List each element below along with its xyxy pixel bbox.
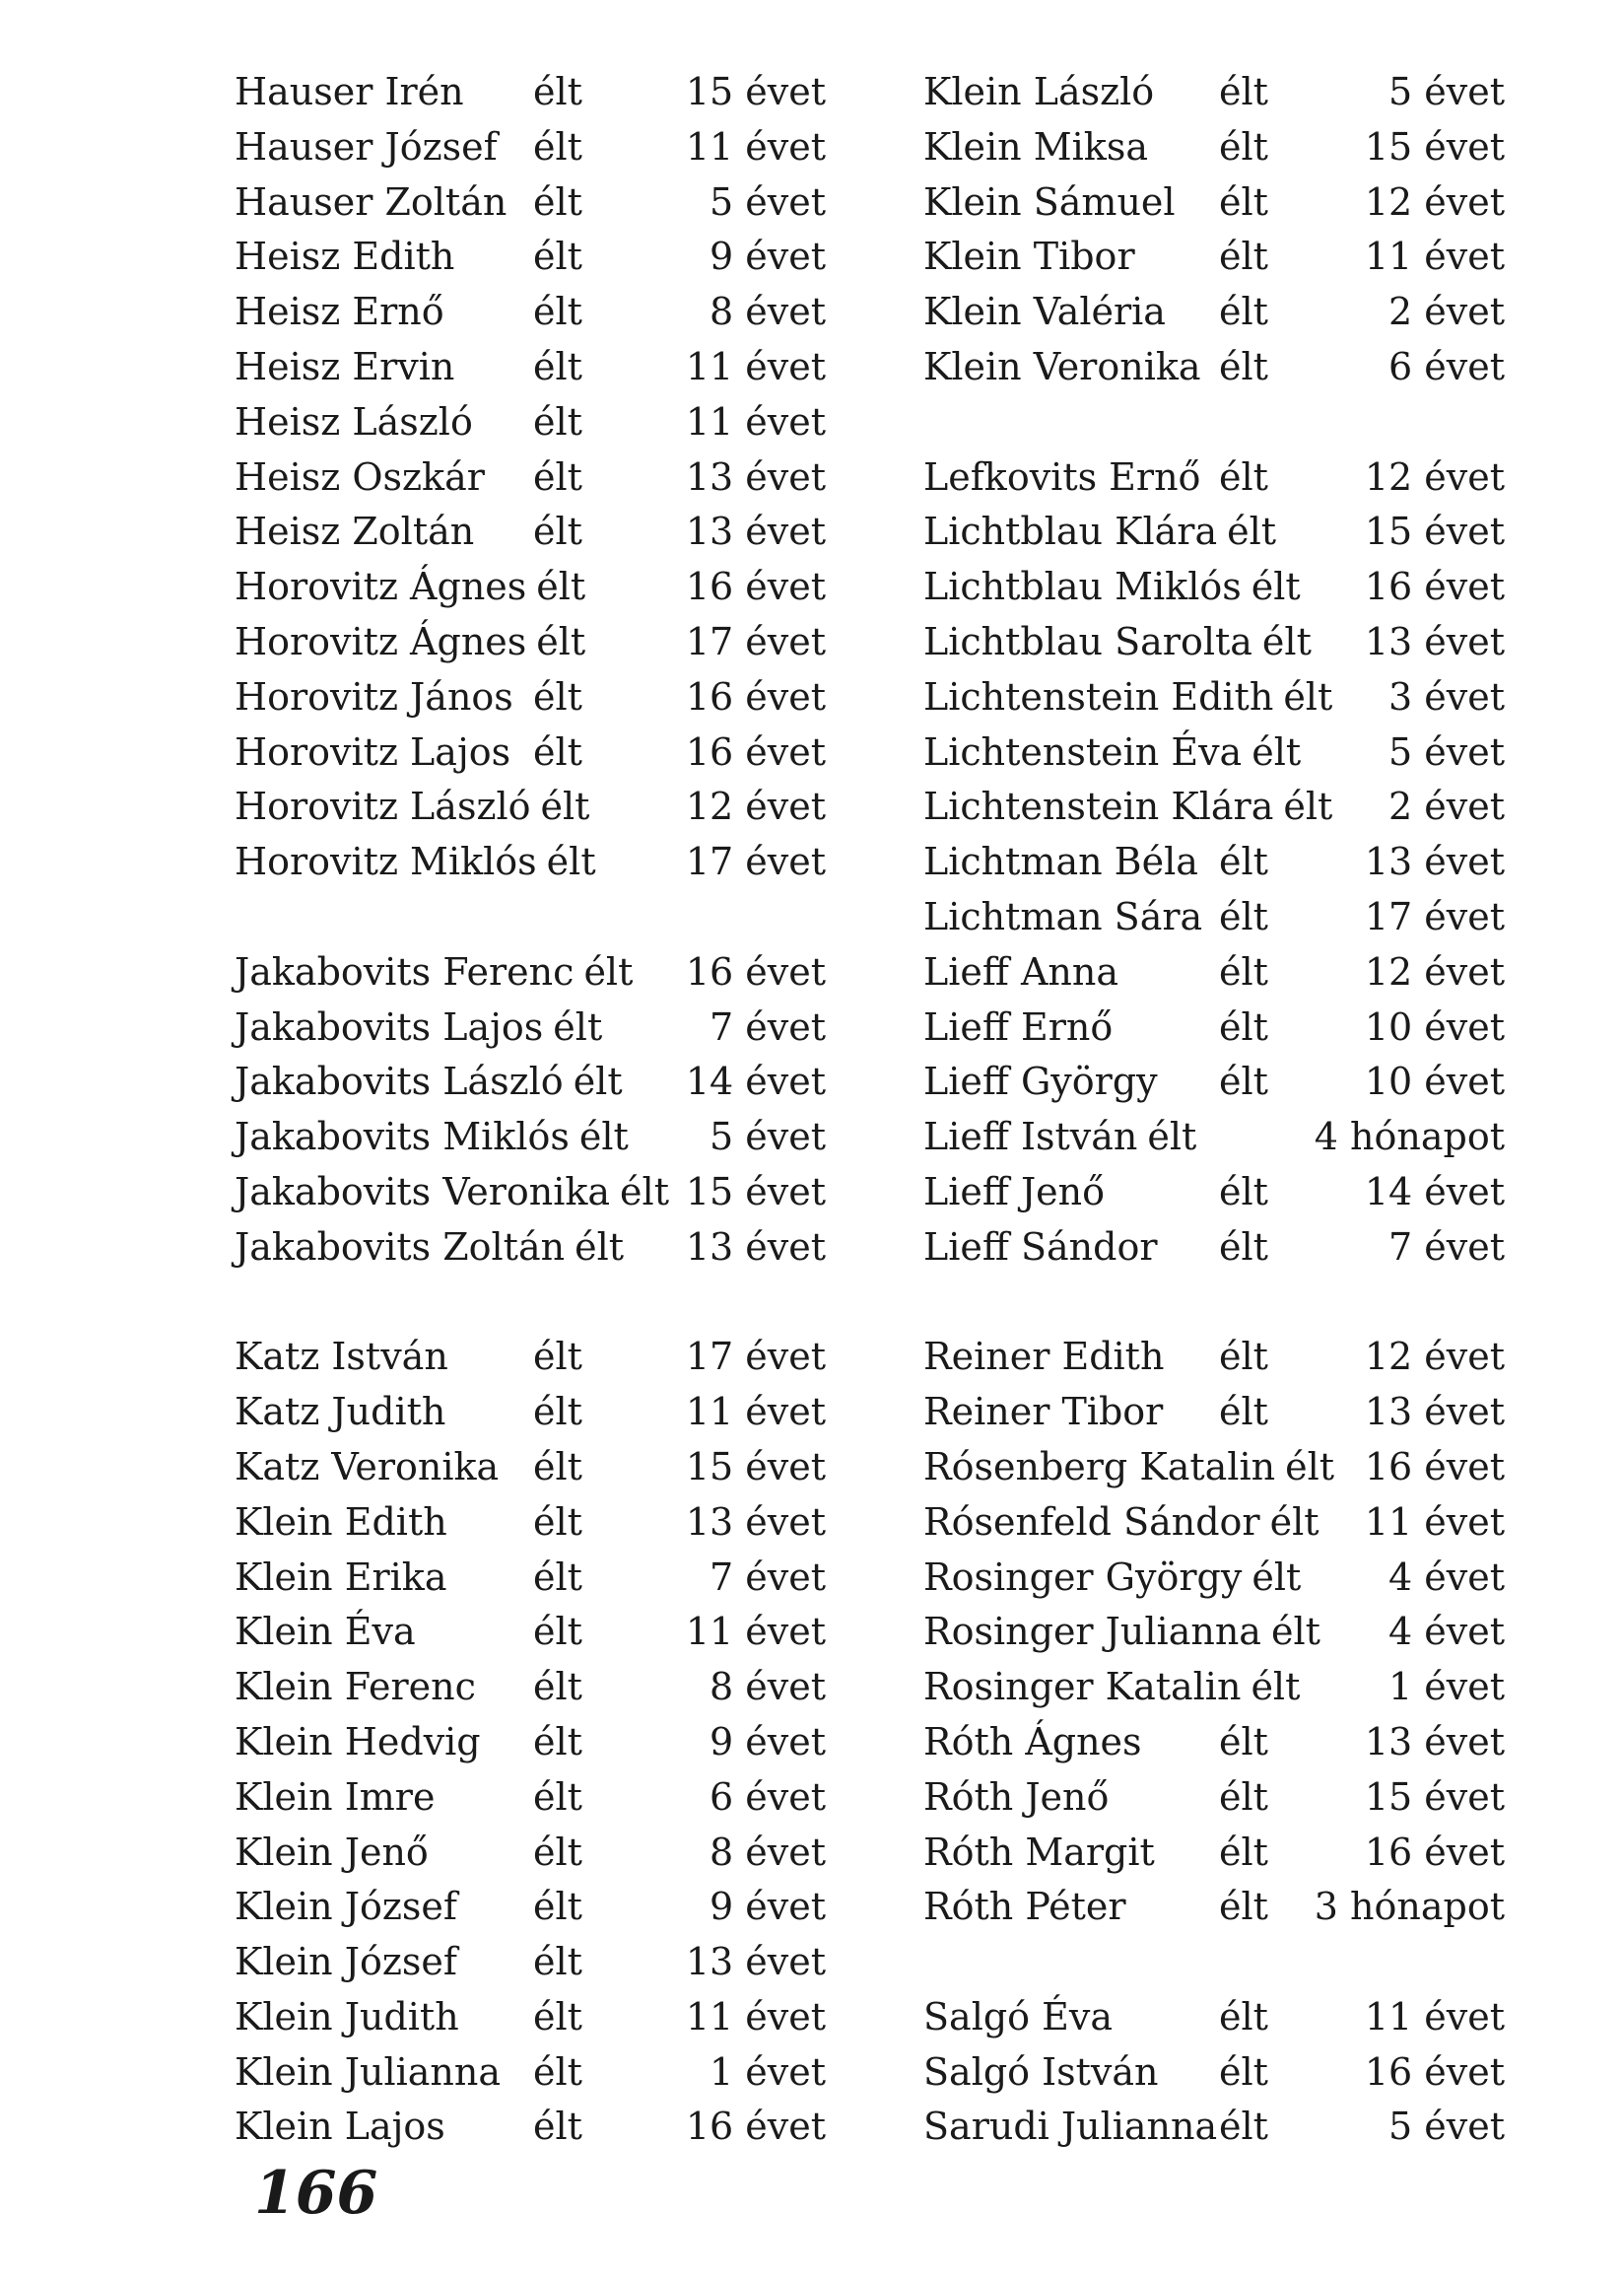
person-name: Horovitz László élt	[235, 785, 590, 829]
person-name: Lefkovits Ernő	[923, 454, 1201, 499]
list-item	[923, 1715, 1505, 1770]
person-name: Klein József	[235, 1940, 457, 1984]
list-item	[923, 1605, 1505, 1660]
age-duration: 11 évet	[1364, 1994, 1505, 2038]
age-duration: 17 évet	[1364, 894, 1505, 938]
lived-verb: élt	[575, 1224, 625, 1269]
age-duration: 3 hónapot	[1314, 1885, 1505, 1929]
person-name: Heisz László	[235, 399, 473, 444]
person-name: Jakabovits Zoltán élt	[235, 1224, 625, 1269]
person-name: Reiner Edith	[923, 1335, 1165, 1379]
age-duration: 4 évet	[1388, 1555, 1505, 1599]
age-duration: 16 évet	[685, 729, 826, 774]
list-item	[235, 230, 826, 285]
lived-verb: élt	[1219, 1830, 1268, 1874]
person-name: Rosinger Julianna élt	[923, 1610, 1320, 1654]
list-item	[923, 175, 1505, 231]
person-name: Róth Péter	[923, 1885, 1126, 1929]
age-duration: 11 évet	[685, 124, 826, 169]
age-duration: 5 évet	[710, 179, 826, 224]
person-name: Róth Jenő	[923, 1774, 1110, 1819]
age-duration: 1 évet	[1388, 1665, 1505, 1709]
person-name: Rosinger György élt	[923, 1555, 1302, 1599]
lived-verb: élt	[578, 1115, 629, 1159]
lived-verb: élt	[553, 1004, 603, 1049]
lived-verb: élt	[1219, 1390, 1268, 1434]
page-number: 166	[254, 2159, 378, 2228]
age-duration: 16 évet	[1364, 1444, 1505, 1488]
lived-verb: élt	[533, 454, 582, 499]
lived-verb: élt	[620, 1169, 669, 1213]
person-name: Horovitz Lajos	[235, 729, 511, 774]
person-name: Hauser József	[235, 124, 498, 169]
person-name: Rósenfeld Sándor élt	[923, 1499, 1320, 1544]
list-item	[923, 1001, 1505, 1056]
lived-verb: élt	[533, 1885, 582, 1929]
lived-verb: élt	[1219, 1004, 1268, 1049]
age-duration: 2 évet	[1388, 785, 1505, 829]
age-duration: 16 évet	[1364, 2049, 1505, 2094]
list-item	[235, 1770, 826, 1826]
age-duration: 5 évet	[1388, 729, 1505, 774]
list-item	[235, 395, 826, 450]
list-item	[235, 175, 826, 231]
age-duration: 15 évet	[685, 1169, 826, 1213]
list-item	[923, 120, 1505, 175]
person-name: Klein Hedvig	[235, 1719, 481, 1763]
age-duration: 17 évet	[685, 619, 826, 663]
age-duration: 13 évet	[1364, 619, 1505, 663]
list-item	[923, 1660, 1505, 1715]
person-name: Lichtblau Miklós élt	[923, 565, 1301, 609]
lived-verb: élt	[1219, 1224, 1268, 1269]
person-name: Katz István	[235, 1335, 448, 1379]
age-duration: 11 évet	[685, 399, 826, 444]
lived-verb: élt	[536, 619, 586, 663]
age-duration: 15 évet	[685, 1444, 826, 1488]
list-item	[235, 1110, 826, 1165]
person-name: Róth Ágnes	[923, 1719, 1142, 1763]
list-item	[923, 1990, 1505, 2045]
lived-verb: élt	[1219, 1335, 1268, 1379]
age-duration: 7 évet	[710, 1555, 826, 1599]
age-duration: 10 évet	[1364, 1060, 1505, 1104]
list-item	[923, 230, 1505, 285]
age-duration: 2 évet	[1388, 290, 1505, 334]
list-item	[235, 1001, 826, 1056]
lived-verb: élt	[533, 1665, 582, 1709]
list-item	[235, 505, 826, 560]
list-item	[923, 1551, 1505, 1606]
list-item	[235, 450, 826, 506]
list-item	[923, 1770, 1505, 1826]
person-name: Horovitz Ágnes élt	[235, 619, 586, 663]
list-item	[923, 1110, 1505, 1165]
list-item	[923, 1220, 1505, 1276]
list-item	[923, 340, 1505, 395]
list-item	[923, 285, 1505, 340]
person-name: Salgó István	[923, 2049, 1159, 2094]
age-duration: 8 évet	[710, 1665, 826, 1709]
lived-verb: élt	[1219, 840, 1268, 884]
age-duration: 12 évet	[1364, 179, 1505, 224]
age-duration: 13 évet	[685, 510, 826, 554]
person-name: Lieff István élt	[923, 1115, 1197, 1159]
age-duration: 9 évet	[710, 235, 826, 279]
list-item	[235, 560, 826, 615]
age-duration: 9 évet	[710, 1885, 826, 1929]
list-item	[923, 1440, 1505, 1495]
lived-verb: élt	[1219, 1885, 1268, 1929]
list-item	[235, 1715, 826, 1770]
age-duration: 14 évet	[685, 1060, 826, 1104]
list-item	[923, 1330, 1505, 1385]
list-item	[235, 65, 826, 120]
person-name: Salgó Éva	[923, 1994, 1113, 2038]
lived-verb: élt	[1219, 1060, 1268, 1104]
list-item	[923, 1385, 1505, 1440]
age-duration: 16 évet	[1364, 1830, 1505, 1874]
age-duration: 12 évet	[1364, 454, 1505, 499]
lived-verb: élt	[1251, 1665, 1301, 1709]
lived-verb: élt	[1283, 785, 1333, 829]
list-item	[923, 670, 1505, 725]
person-name: Klein Imre	[235, 1774, 436, 1819]
person-name: Róth Margit	[923, 1830, 1155, 1874]
age-duration: 13 évet	[1364, 1390, 1505, 1434]
age-duration: 16 évet	[685, 2105, 826, 2149]
list-item	[923, 65, 1505, 120]
right-name-column	[923, 65, 1505, 2155]
age-duration: 5 évet	[1388, 70, 1505, 113]
lived-verb: élt	[1219, 1994, 1268, 2038]
list-item	[235, 285, 826, 340]
person-name: Heisz Ervin	[235, 344, 455, 388]
list-item	[235, 1385, 826, 1440]
lived-verb: élt	[533, 1444, 582, 1488]
list-item	[923, 890, 1505, 945]
person-name: Hauser Zoltán	[235, 179, 508, 224]
age-duration: 3 évet	[1388, 674, 1505, 719]
lived-verb: élt	[533, 70, 582, 113]
list-item	[235, 1495, 826, 1551]
age-duration: 12 évet	[1364, 1335, 1505, 1379]
person-name: Hauser Irén	[235, 70, 464, 113]
list-item	[235, 2100, 826, 2155]
lived-verb: élt	[533, 1499, 582, 1544]
age-duration: 13 évet	[685, 1940, 826, 1984]
person-name: Jakabovits Ferenc élt	[235, 949, 634, 994]
lived-verb: élt	[533, 1335, 582, 1379]
person-name: Lichtenstein Klára élt	[923, 785, 1333, 829]
list-item	[235, 2045, 826, 2101]
person-name: Jakabovits Lajos élt	[235, 1004, 603, 1049]
person-name: Klein Julianna	[235, 2049, 502, 2094]
lived-verb: élt	[533, 1830, 582, 1874]
age-duration: 11 évet	[1364, 235, 1505, 279]
list-item	[235, 1165, 826, 1220]
section-gap	[923, 395, 1505, 450]
section-gap	[235, 1276, 826, 1331]
lived-verb: élt	[533, 179, 582, 224]
age-duration: 13 évet	[1364, 1719, 1505, 1763]
age-duration: 13 évet	[685, 454, 826, 499]
age-duration: 16 évet	[685, 674, 826, 719]
age-duration: 17 évet	[685, 1335, 826, 1379]
person-name: Klein József	[235, 1885, 457, 1929]
lived-verb: élt	[533, 124, 582, 169]
lived-verb: élt	[1219, 290, 1268, 334]
age-duration: 9 évet	[710, 1719, 826, 1763]
age-duration: 12 évet	[1364, 949, 1505, 994]
lived-verb: élt	[533, 2105, 582, 2149]
person-name: Klein Edith	[235, 1499, 447, 1544]
lived-verb: élt	[533, 1994, 582, 2038]
lived-verb: élt	[540, 785, 590, 829]
lived-verb: élt	[1219, 1719, 1268, 1763]
age-duration: 4 hónapot	[1314, 1115, 1505, 1159]
list-item	[923, 2100, 1505, 2155]
person-name: Lichtenstein Éva élt	[923, 729, 1302, 774]
person-name: Klein Veronika	[923, 344, 1201, 388]
age-duration: 15 évet	[685, 70, 826, 113]
list-item	[235, 945, 826, 1001]
list-item	[235, 615, 826, 670]
age-duration: 16 évet	[685, 949, 826, 994]
person-name: Rósenberg Katalin élt	[923, 1444, 1335, 1488]
lived-verb: élt	[1251, 565, 1301, 609]
age-duration: 4 évet	[1388, 1610, 1505, 1654]
person-name: Klein Éva	[235, 1610, 416, 1654]
list-item	[235, 120, 826, 175]
age-duration: 1 évet	[710, 2049, 826, 2094]
person-name: Horovitz János	[235, 674, 513, 719]
age-duration: 13 évet	[685, 1224, 826, 1269]
lived-verb: élt	[1252, 729, 1302, 774]
list-item	[235, 1880, 826, 1935]
person-name: Jakabovits Veronika élt	[235, 1169, 669, 1213]
lived-verb: élt	[1219, 1169, 1268, 1213]
list-item	[235, 1551, 826, 1606]
lived-verb: élt	[533, 1774, 582, 1819]
lived-verb: élt	[533, 1390, 582, 1434]
lived-verb: élt	[533, 1555, 582, 1599]
lived-verb: élt	[533, 1610, 582, 1654]
person-name: Klein Erika	[235, 1555, 447, 1599]
list-item	[235, 1220, 826, 1276]
list-item	[923, 1826, 1505, 1881]
list-item	[235, 1826, 826, 1881]
lived-verb: élt	[1219, 454, 1268, 499]
lived-verb: élt	[533, 510, 582, 554]
list-item	[235, 1990, 826, 2045]
age-duration: 11 évet	[1364, 1499, 1505, 1544]
section-gap	[923, 1935, 1505, 1990]
lived-verb: élt	[1219, 344, 1268, 388]
person-name: Klein Valéria	[923, 290, 1166, 334]
person-name: Jakabovits Miklós élt	[235, 1115, 629, 1159]
person-name: Lichtblau Klára élt	[923, 510, 1277, 554]
person-name: Heisz Zoltán	[235, 510, 475, 554]
lived-verb: élt	[533, 235, 582, 279]
person-name: Katz Veronika	[235, 1444, 500, 1488]
section-gap	[923, 1276, 1505, 1331]
age-duration: 11 évet	[685, 344, 826, 388]
age-duration: 16 évet	[1364, 565, 1505, 609]
age-duration: 11 évet	[685, 1994, 826, 2038]
person-name: Klein Lajos	[235, 2105, 445, 2149]
lived-verb: élt	[1219, 949, 1268, 994]
list-item	[923, 1880, 1505, 1935]
age-duration: 10 évet	[1364, 1004, 1505, 1049]
lived-verb: élt	[1219, 70, 1268, 113]
lived-verb: élt	[583, 949, 634, 994]
lived-verb: élt	[1219, 179, 1268, 224]
list-item	[235, 1660, 826, 1715]
list-item	[923, 2045, 1505, 2101]
lived-verb: élt	[1219, 894, 1268, 938]
list-item	[923, 450, 1505, 506]
list-item	[923, 725, 1505, 781]
age-duration: 15 évet	[1364, 124, 1505, 169]
person-name: Heisz Oszkár	[235, 454, 485, 499]
lived-verb: élt	[1219, 235, 1268, 279]
age-duration: 13 évet	[1364, 840, 1505, 884]
list-item	[235, 1440, 826, 1495]
person-name: Klein Tibor	[923, 235, 1135, 279]
age-duration: 11 évet	[685, 1390, 826, 1434]
list-item	[923, 835, 1505, 890]
list-item	[235, 1935, 826, 1990]
person-name: Heisz Edith	[235, 235, 455, 279]
list-item	[923, 1495, 1505, 1551]
lived-verb: élt	[1219, 1774, 1268, 1819]
person-name: Reiner Tibor	[923, 1390, 1164, 1434]
person-name: Klein László	[923, 70, 1155, 113]
age-duration: 16 évet	[685, 565, 826, 609]
list-item	[923, 560, 1505, 615]
age-duration: 13 évet	[685, 1499, 826, 1544]
lived-verb: élt	[536, 565, 586, 609]
age-duration: 12 évet	[685, 785, 826, 829]
person-name: Katz Judith	[235, 1390, 446, 1434]
section-gap	[235, 890, 826, 945]
lived-verb: élt	[533, 674, 582, 719]
lived-verb: élt	[533, 1719, 582, 1763]
age-duration: 15 évet	[1364, 510, 1505, 554]
person-name: Horovitz Miklós élt	[235, 840, 596, 884]
age-duration: 14 évet	[1364, 1169, 1505, 1213]
lived-verb: élt	[533, 2049, 582, 2094]
person-name: Horovitz Ágnes élt	[235, 565, 586, 609]
person-name: Lichtman Béla	[923, 840, 1198, 884]
person-name: Klein Jenő	[235, 1830, 429, 1874]
list-item	[235, 340, 826, 395]
lived-verb: élt	[533, 344, 582, 388]
lived-verb: élt	[573, 1060, 623, 1104]
list-item	[235, 670, 826, 725]
list-item	[235, 725, 826, 781]
person-name: Heisz Ernő	[235, 290, 444, 334]
lived-verb: élt	[1261, 619, 1312, 663]
person-name: Lichtblau Sarolta élt	[923, 619, 1312, 663]
left-name-column	[235, 65, 826, 2155]
age-duration: 5 évet	[710, 1115, 826, 1159]
list-item	[923, 780, 1505, 835]
person-name: Klein Sámuel	[923, 179, 1176, 224]
list-item	[235, 835, 826, 890]
lived-verb: élt	[1283, 674, 1333, 719]
lived-verb: élt	[1219, 124, 1268, 169]
list-item	[235, 1605, 826, 1660]
person-name: Lieff György	[923, 1060, 1158, 1104]
person-name: Lieff Anna	[923, 949, 1118, 994]
list-item	[923, 1055, 1505, 1110]
person-name: Lichtman Sára	[923, 894, 1203, 938]
lived-verb: élt	[546, 840, 596, 884]
person-name: Klein Judith	[235, 1994, 459, 2038]
age-duration: 7 évet	[710, 1004, 826, 1049]
person-name: Klein Ferenc	[235, 1665, 476, 1709]
lived-verb: élt	[533, 1940, 582, 1984]
list-item	[235, 1055, 826, 1110]
age-duration: 7 évet	[1388, 1224, 1505, 1269]
person-name: Lieff Ernő	[923, 1004, 1114, 1049]
age-duration: 6 évet	[710, 1774, 826, 1819]
lived-verb: élt	[1147, 1115, 1197, 1159]
age-duration: 17 évet	[685, 840, 826, 884]
age-duration: 6 évet	[1388, 344, 1505, 388]
list-item	[923, 505, 1505, 560]
person-name: Sarudi Julianna	[923, 2105, 1218, 2149]
person-name: Jakabovits László élt	[235, 1060, 623, 1104]
age-duration: 8 évet	[710, 1830, 826, 1874]
age-duration: 8 évet	[710, 290, 826, 334]
age-duration: 5 évet	[1388, 2105, 1505, 2149]
list-item	[923, 615, 1505, 670]
person-name: Lichtenstein Edith élt	[923, 674, 1333, 719]
age-duration: 11 évet	[685, 1610, 826, 1654]
lived-verb: élt	[533, 290, 582, 334]
person-name: Rosinger Katalin élt	[923, 1665, 1301, 1709]
lived-verb: élt	[533, 729, 582, 774]
person-name: Klein Miksa	[923, 124, 1148, 169]
person-name: Lieff Jenő	[923, 1169, 1106, 1213]
age-duration: 15 évet	[1364, 1774, 1505, 1819]
list-item	[235, 780, 826, 835]
lived-verb: élt	[1269, 1499, 1320, 1544]
lived-verb: élt	[1219, 2049, 1268, 2094]
list-item	[923, 945, 1505, 1001]
lived-verb: élt	[1252, 1555, 1302, 1599]
lived-verb: élt	[1227, 510, 1277, 554]
list-item	[923, 1165, 1505, 1220]
lived-verb: élt	[1285, 1444, 1335, 1488]
lived-verb: élt	[533, 399, 582, 444]
person-name: Lieff Sándor	[923, 1224, 1158, 1269]
lived-verb: élt	[1270, 1610, 1320, 1654]
lived-verb: élt	[1219, 2105, 1268, 2149]
list-item	[235, 1330, 826, 1385]
